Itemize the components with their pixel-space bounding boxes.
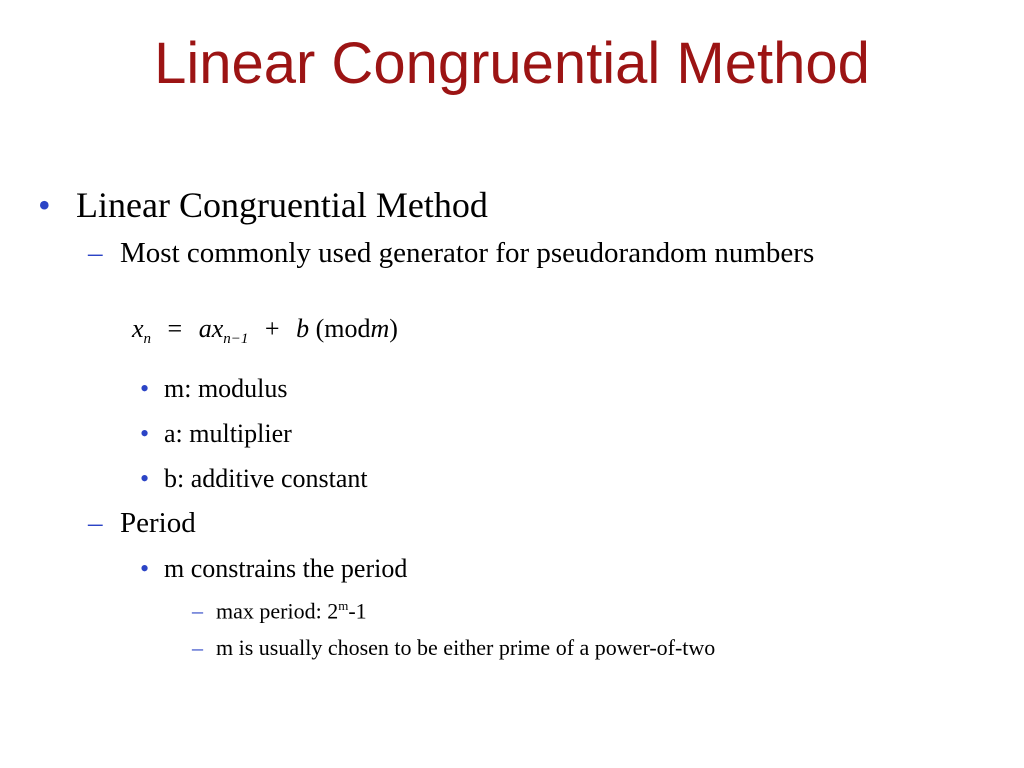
bullet-marker: •	[140, 554, 150, 583]
bullet-marker: •	[140, 419, 150, 448]
description-text: Most commonly used generator for pseudorandom numbers	[120, 237, 815, 269]
eq-coef: a	[198, 314, 212, 343]
period-constraint-text: m constrains the period	[164, 554, 408, 583]
max-period-prefix: max period: 2	[216, 598, 339, 624]
eq-mod-close: )	[389, 314, 398, 343]
bullet-marker: •	[38, 185, 51, 225]
bullet-main-text: Linear Congruential Method	[76, 185, 488, 225]
eq-plus: +	[264, 314, 280, 343]
eq-mod-open: (mod	[315, 314, 371, 343]
param-additive-text: b: additive constant	[164, 464, 368, 493]
period-text: Period	[120, 507, 196, 539]
eq-rhs-sub: n−1	[223, 331, 249, 347]
eq-lhs-var: x	[132, 314, 144, 343]
max-period-text	[216, 598, 367, 624]
lcg-equation	[132, 314, 398, 348]
prime-choice-text: m is usually chosen to be either prime of a power-of-two	[216, 635, 716, 660]
param-modulus-text: m: modulus	[164, 374, 288, 403]
dash-marker: –	[88, 507, 103, 539]
dash-marker: –	[192, 598, 203, 623]
bullet-marker: •	[140, 374, 150, 403]
dash-marker: –	[88, 237, 103, 269]
max-period-suffix: -1	[348, 598, 367, 624]
slide-title: Linear Congruential Method	[154, 31, 870, 96]
eq-lhs-sub: n	[143, 331, 152, 347]
dash-marker: –	[192, 635, 203, 660]
bullet-marker: •	[140, 464, 150, 493]
eq-mod-var: m	[370, 314, 390, 343]
max-period-exponent: m	[338, 598, 349, 613]
param-multiplier-text: a: multiplier	[164, 419, 292, 448]
eq-const: b	[296, 314, 310, 343]
eq-equals: =	[167, 314, 183, 343]
eq-rhs-var: x	[211, 314, 224, 343]
